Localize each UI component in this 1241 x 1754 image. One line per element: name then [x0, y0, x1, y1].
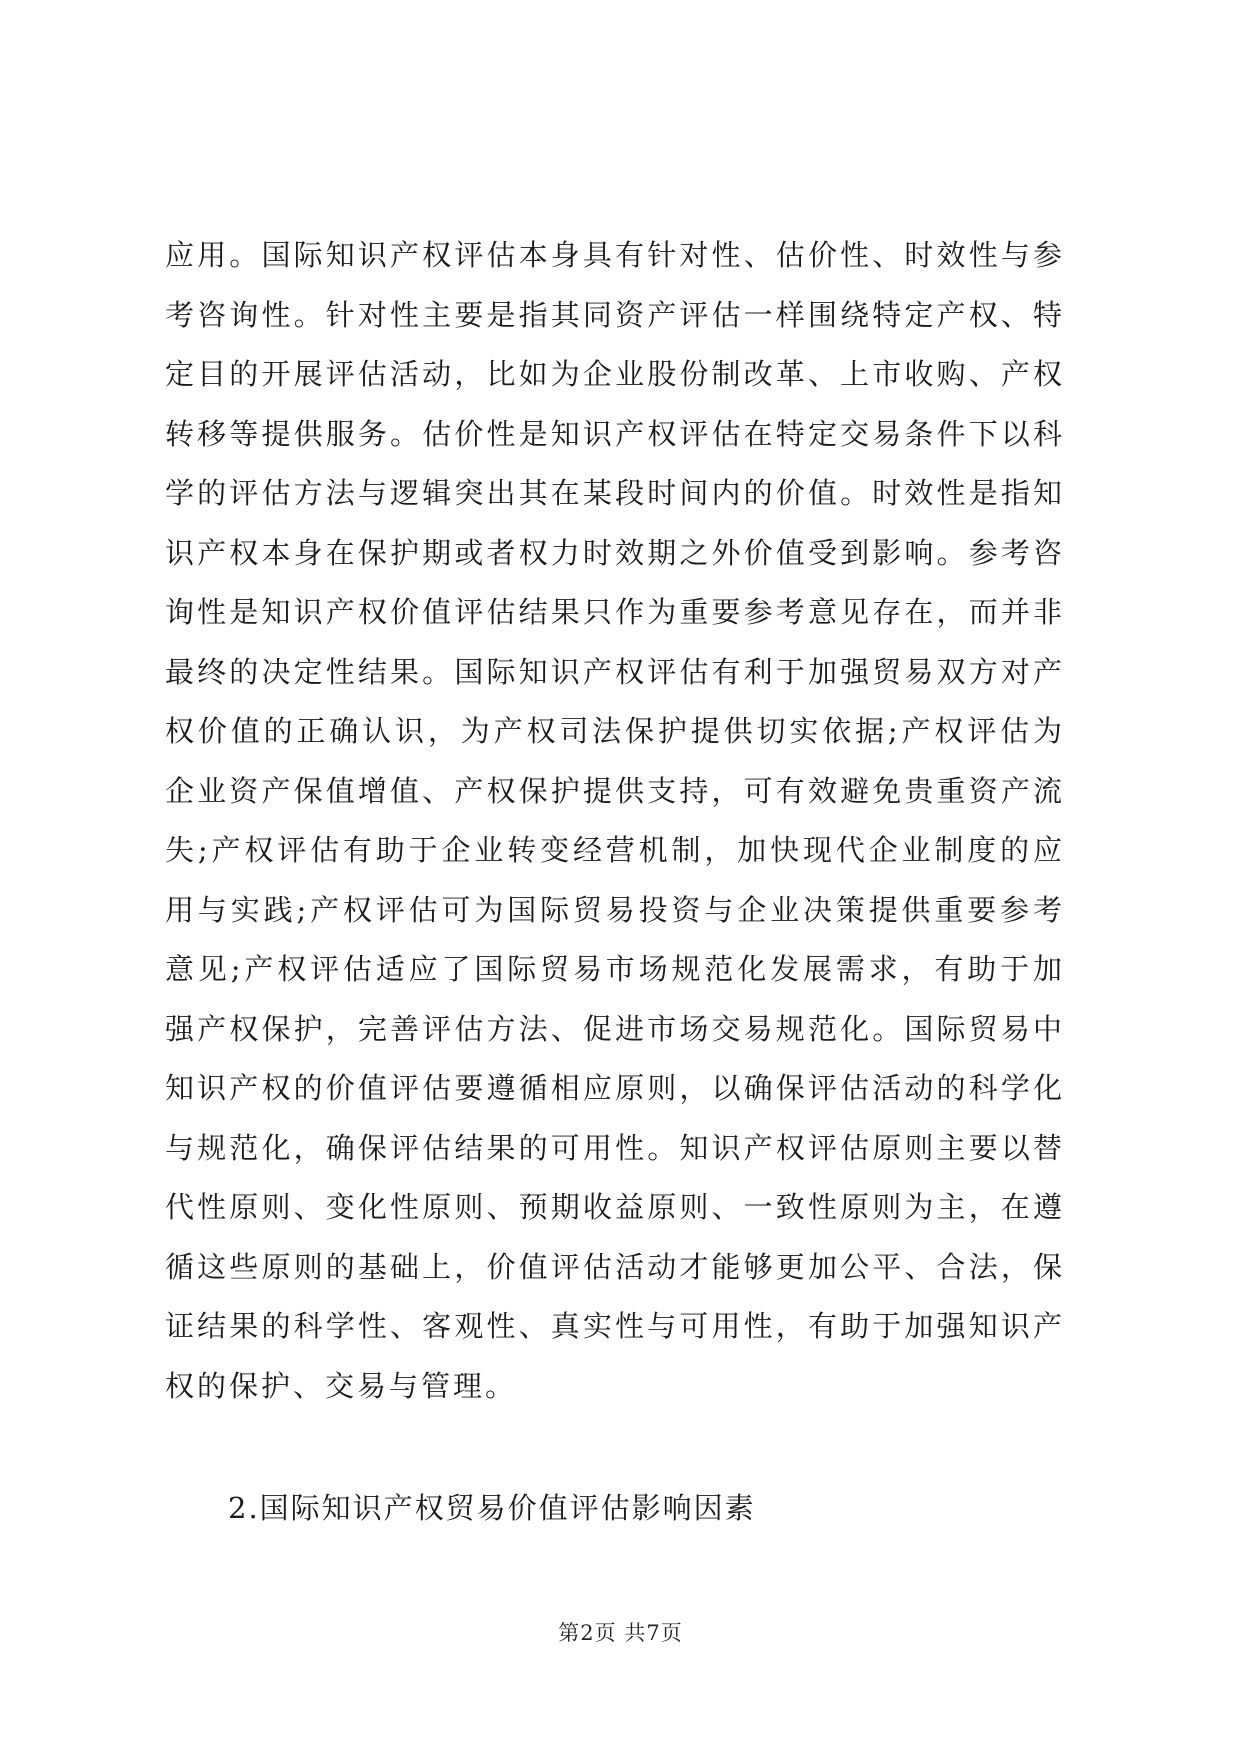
paragraph-line: 强产权保护，完善评估方法、促进市场交易规范化。国际贸易中: [165, 1011, 1065, 1046]
page-number-footer: 第2页 共7页: [558, 1621, 683, 1645]
paragraph-line: 用与实践;产权评估可为国际贸易投资与企业决策提供重要参考: [165, 892, 1065, 927]
paragraph-line: 考咨询性。针对性主要是指其同资产评估一样围绕特定产权、特: [165, 297, 1065, 332]
paragraph-line: 最终的决定性结果。国际知识产权评估有利于加强贸易双方对产: [165, 654, 1065, 689]
paragraph-line: 定目的开展评估活动，比如为企业股份制改革、上市收购、产权: [165, 357, 1065, 391]
paragraph-line: 循这些原则的基础上，价值评估活动才能够更加公平、合法，保: [165, 1249, 1065, 1284]
paragraph-line: 意见;产权评估适应了国际贸易市场规范化发展需求，有助于加: [165, 952, 1065, 986]
section-heading: 2.国际知识产权贸易价值评估影响因素: [228, 1491, 756, 1525]
paragraph-line: 企业资产保值增值、产权保护提供支持，可有效避免贵重资产流: [165, 773, 1065, 808]
paragraph-line: 权价值的正确认识，为产权司法保护提供切实依据;产权评估为: [165, 714, 1065, 748]
paragraph-line: 代性原则、变化性原则、预期收益原则、一致性原则为主，在遵: [165, 1190, 1065, 1224]
paragraph-line: 与规范化，确保评估结果的可用性。知识产权评估原则主要以替: [165, 1130, 1065, 1165]
paragraph-line: 转移等提供服务。估价性是知识产权评估在特定交易条件下以科: [165, 416, 1065, 451]
paragraph-line: 应用。国际知识产权评估本身具有针对性、估价性、时效性与参: [165, 238, 1065, 272]
paragraph-line: 学的评估方法与逻辑突出其在某段时间内的价值。时效性是指知: [165, 476, 1065, 510]
paragraph-line: 证结果的科学性、客观性、真实性与可用性，有助于加强知识产: [165, 1309, 1065, 1343]
paragraph-line: 权的保护、交易与管理。: [165, 1368, 518, 1403]
paragraph-line: 识产权本身在保护期或者权力时效期之外价值受到影响。参考咨: [165, 535, 1065, 570]
paragraph-line: 知识产权的价值评估要遵循相应原则，以确保评估活动的科学化: [165, 1071, 1065, 1105]
paragraph-line: 失;产权评估有助于企业转变经营机制，加快现代企业制度的应: [165, 833, 1065, 867]
body-paragraph: [165, 226, 1065, 1416]
paragraph-line: 询性是知识产权价值评估结果只作为重要参考意见存在，而并非: [165, 595, 1065, 629]
